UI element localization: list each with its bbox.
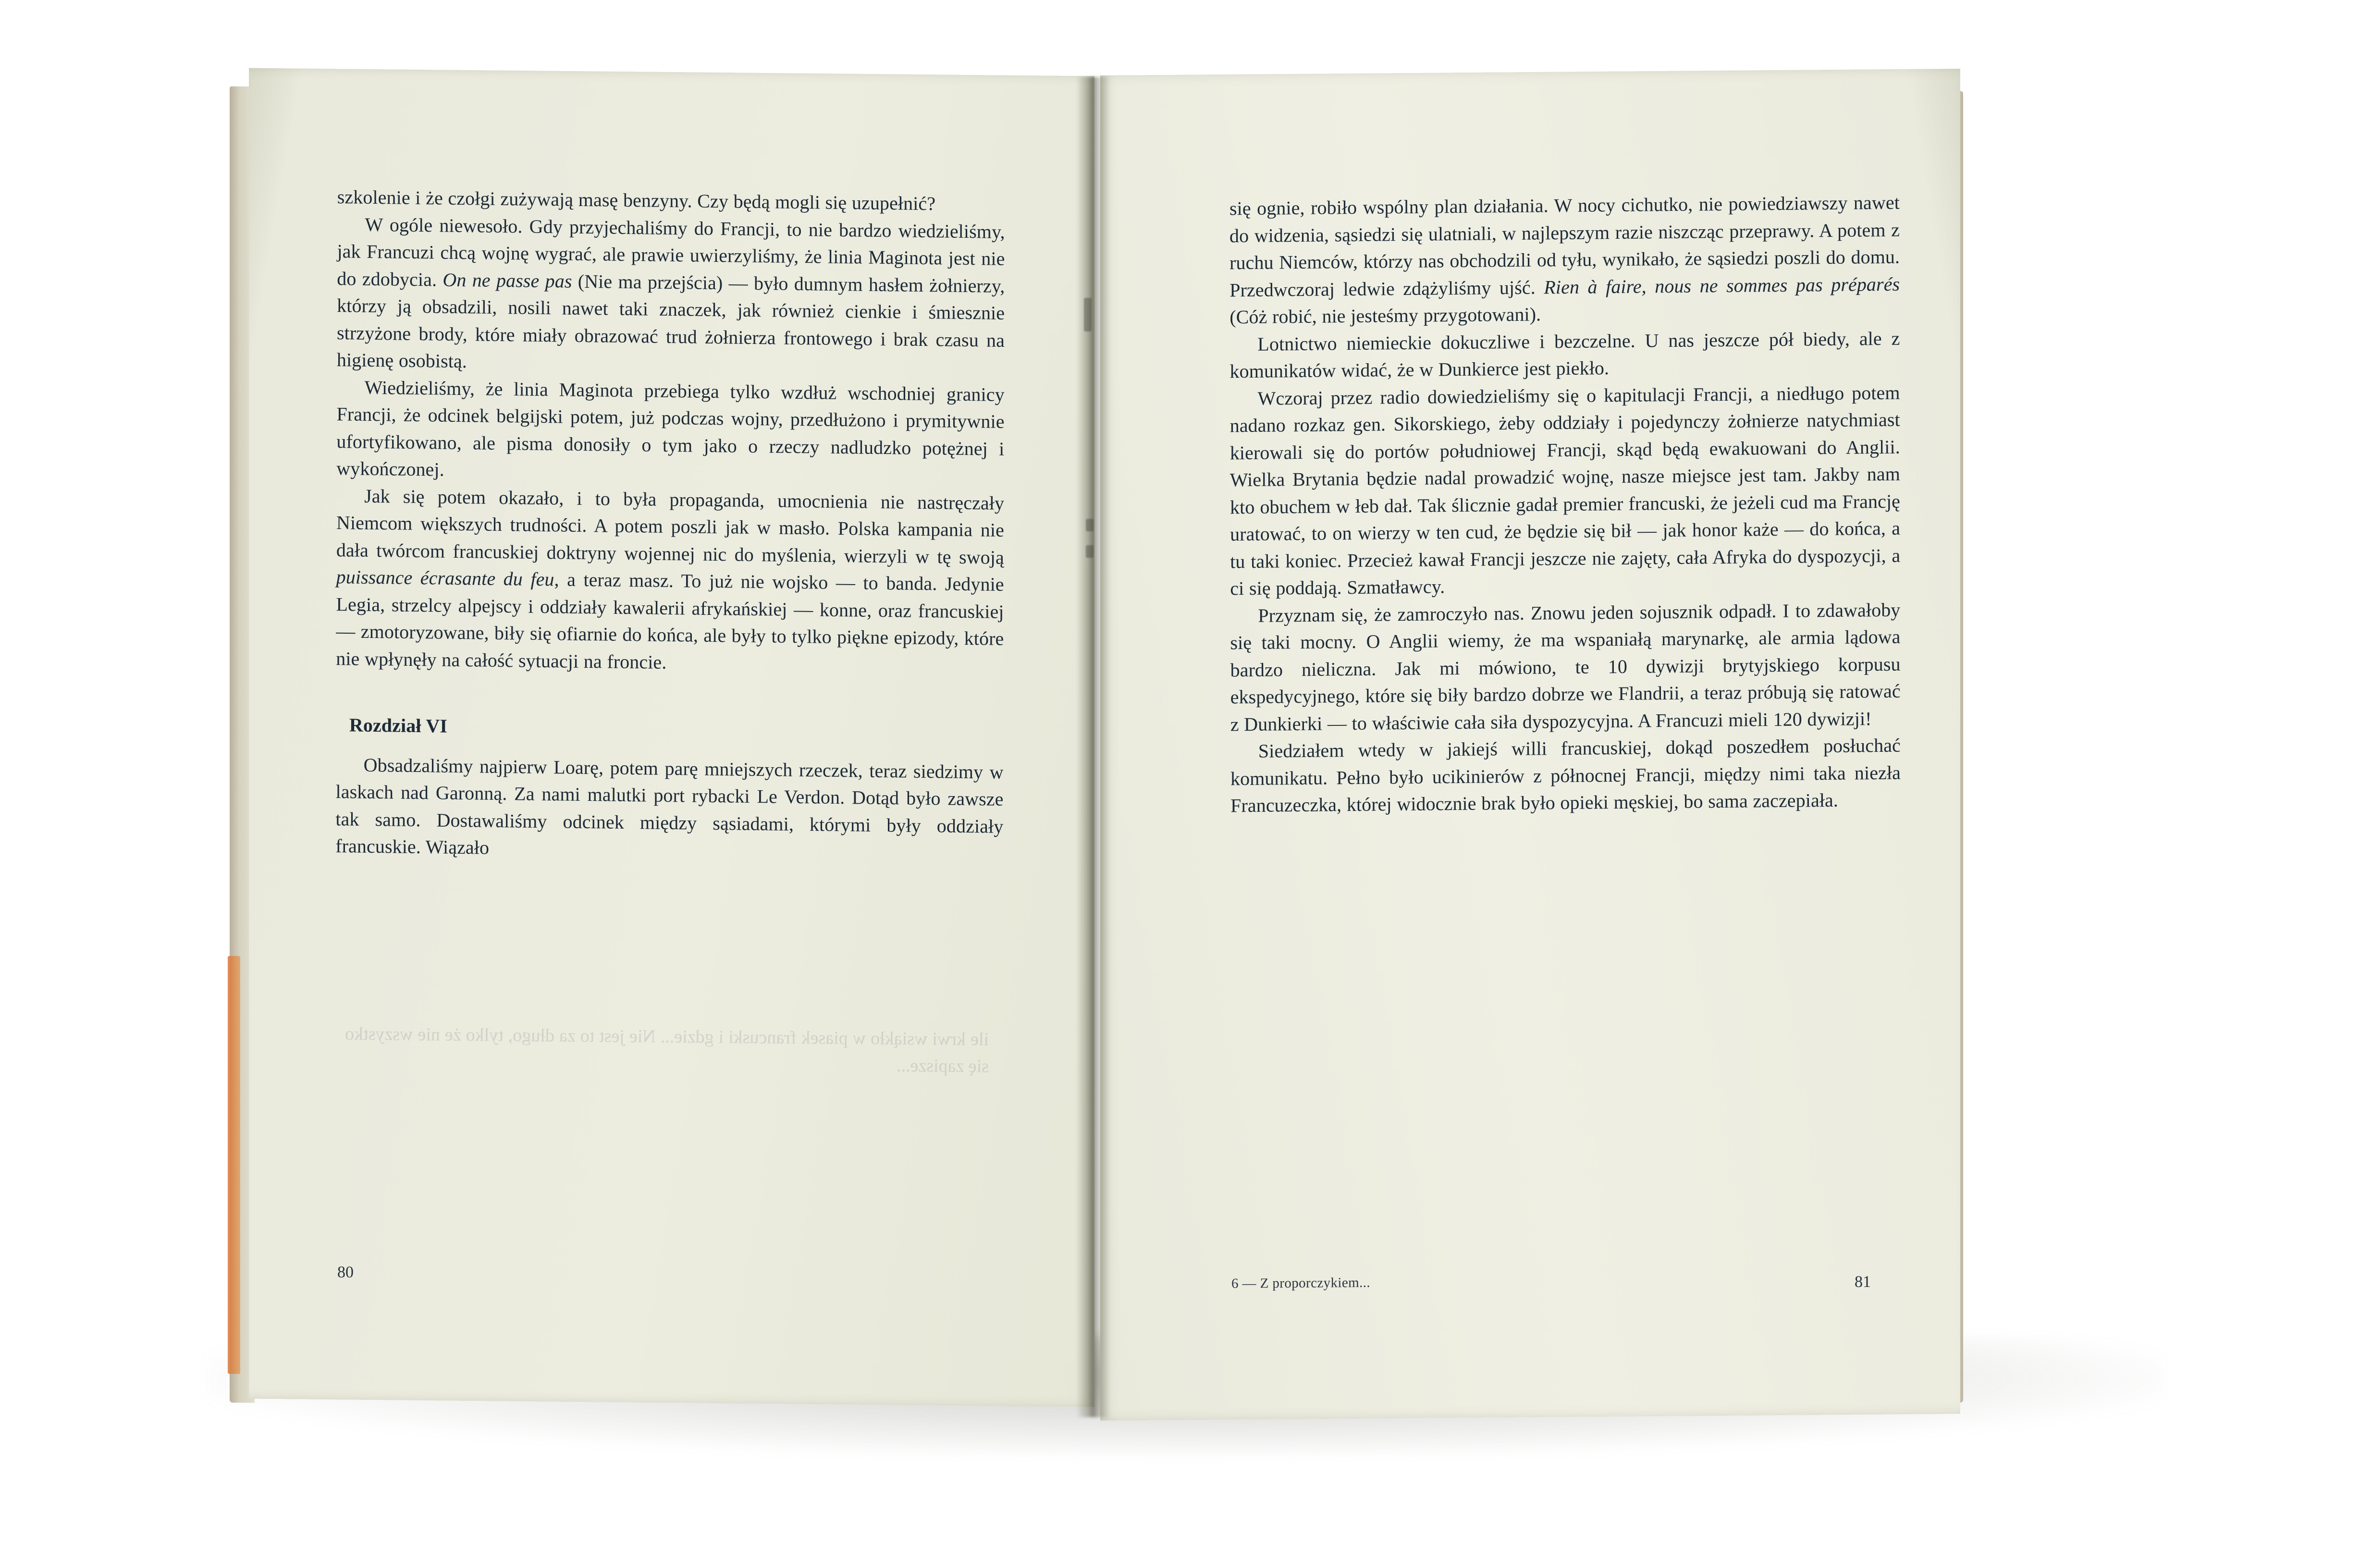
paragraph: W ogóle niewesoło. Gdy przyjechaliśmy do Francji, to nie bardzo wiedzieliśmy, jak Francuzi chcą wojnę wygrać, ale prawie uwierzyliśmy, że linia Maginota jest nie do zdobycia. On ne passe pas (Nie ma przejścia) — było dumnym hasłem żołnierzy, którzy ją obsadzili, nosili nawet taki znaczek, jak również cienkie i śmiesznie strzyżone brody, które miały obrazować trud żołnierza frontowego i brak czasu na higienę osobistą. <box>336 213 1005 372</box>
gutter-binding-mark-mid <box>1086 519 1094 531</box>
paragraph: Lotnictwo niemieckie dokuczliwe i bezczelne. U nas jeszcze pół biedy, ale z komunikatów widać, że w Dunkierce jest piekło. <box>1229 327 1900 382</box>
left-page-block-orange-mark <box>228 956 240 1374</box>
paragraph: Siedziałem wtedy w jakiejś willi francuskiej, dokąd poszedłem posłuchać komunikatu. Pełno było ucikinierów z północnej Francji, między nimi taka niezła Francuzeczka, której widocznie brak było opieki męskiej, bo sama zaczepiała. <box>1230 734 1901 817</box>
left-page-text-column <box>335 184 1005 867</box>
right-page-text-column <box>1229 189 1901 820</box>
paragraph: Jak się potem okazało, i to była propaganda, umocnienia nie nastręczały Niemcom większych trudności. A potem poszli jak w masło. Polska kampania nie dała twórcom francuskiej doktryny wojennej nic do myślenia, wierzyli w tę swoją puissance écrasante du feu, a teraz masz. To już nie wojsko — to banda. Jedynie Legia, strzelcy alpejscy i oddziały kawalerii afrykańskiej — konne, oraz francuskiej — zmotoryzowane, biły się ofiarnie do końca, ale były to tylko piękne epizody, które nie wpłynęły na całość sytuacji na froncie. <box>336 485 1005 673</box>
paragraph: Przyznam się, że zamroczyło nas. Znowu jeden sojusznik odpadł. I to zdawałoby się taki mocny. O Anglii wiemy, że ma wspaniałą marynarkę, ale armia lądowa bardzo nieliczna. Jak mi mówiono, te 10 dywizji brytyjskiego korpusu ekspedycyjnego, które się biły bardzo dobrze we Flandrii, a teraz próbują się ratować z Dunkierki — to właściwie cała siła dyspozycyjna. A Francuzi mieli 120 dywizji! <box>1230 599 1901 735</box>
page-number-left: 80 <box>337 1263 354 1282</box>
running-footer: 6 — Z proporczykiem... <box>1231 1274 1371 1292</box>
gutter-binding-mark-bottom <box>1086 545 1094 558</box>
paragraph: Wiedzieliśmy, że linia Maginota przebiega tylko wzdłuż wschodniej granicy Francji, że odcinek belgijski potem, już podczas wojny, przedłużono i prymitywnie ufortyfikowano, ale pisma donosiły o tym jako o rzeczy nadludzko potężnej i wykończonej. <box>336 376 1005 480</box>
paragraph: się ognie, robiło wspólny plan działania. W nocy cichutko, nie powiedziawszy nawet do widzenia, sąsiedzi się ulatniali, w najlepszym razie niszcząc przeprawy. A potem z ruchu Niemców, którzy nas obchodzili od tyłu, wynikało, że sąsiedzi poszli do domu. Przedwczoraj ledwie zdążyliśmy ujść. Rien à faire, nous ne sommes pas préparés (Cóż robić, nie jesteśmy przygotowani). <box>1229 191 1900 328</box>
chapter-heading: Rozdział VI <box>349 714 448 737</box>
open-book <box>226 72 2143 1494</box>
paragraph: Wczoraj przez radio dowiedzieliśmy się o kapitulacji Francji, a niedługo potem nadano rozkaz gen. Sikorskiego, żeby oddziały i pojedynczy żołnierze natychmiast kierowali się do portów południowej Francji, skąd będą ewakuowani do Anglii. Wielka Brytania będzie nadal prowadzić wojnę, nasze miejsce jest tam. Jakby nam kto obuchem w łeb dał. Tak ślicznie gadał premier francuski, że jeżeli cud ma Francję uratować, to on wierzy w ten cud, że będzie się bił — jak honor każe — do końca, a tu taki koniec. Przecież kawał Francji jeszcze nie zajęty, cała Afryka do dyspozycji, a ci się poddają. Szmatławcy. <box>1229 381 1901 600</box>
page-number-right: 81 <box>1855 1273 1871 1291</box>
gutter-binding-mark-top <box>1084 298 1092 331</box>
book-gutter-shadow <box>1076 77 1110 1417</box>
paragraph: szkolenie i że czołgi zużywają masę benzyny. Czy będą mogli się uzupełnić? <box>337 186 936 215</box>
paragraph: Obsadzaliśmy najpierw Loarę, potem parę mniejszych rzeczek, teraz siedzimy w laskach nad Garonną. Za nami malutki port rybacki Le Verdon. Dotąd było zawsze tak samo. Dostawaliśmy odcinek między sąsiadami, którymi były oddziały francuskie. Wiązało <box>335 754 1004 858</box>
